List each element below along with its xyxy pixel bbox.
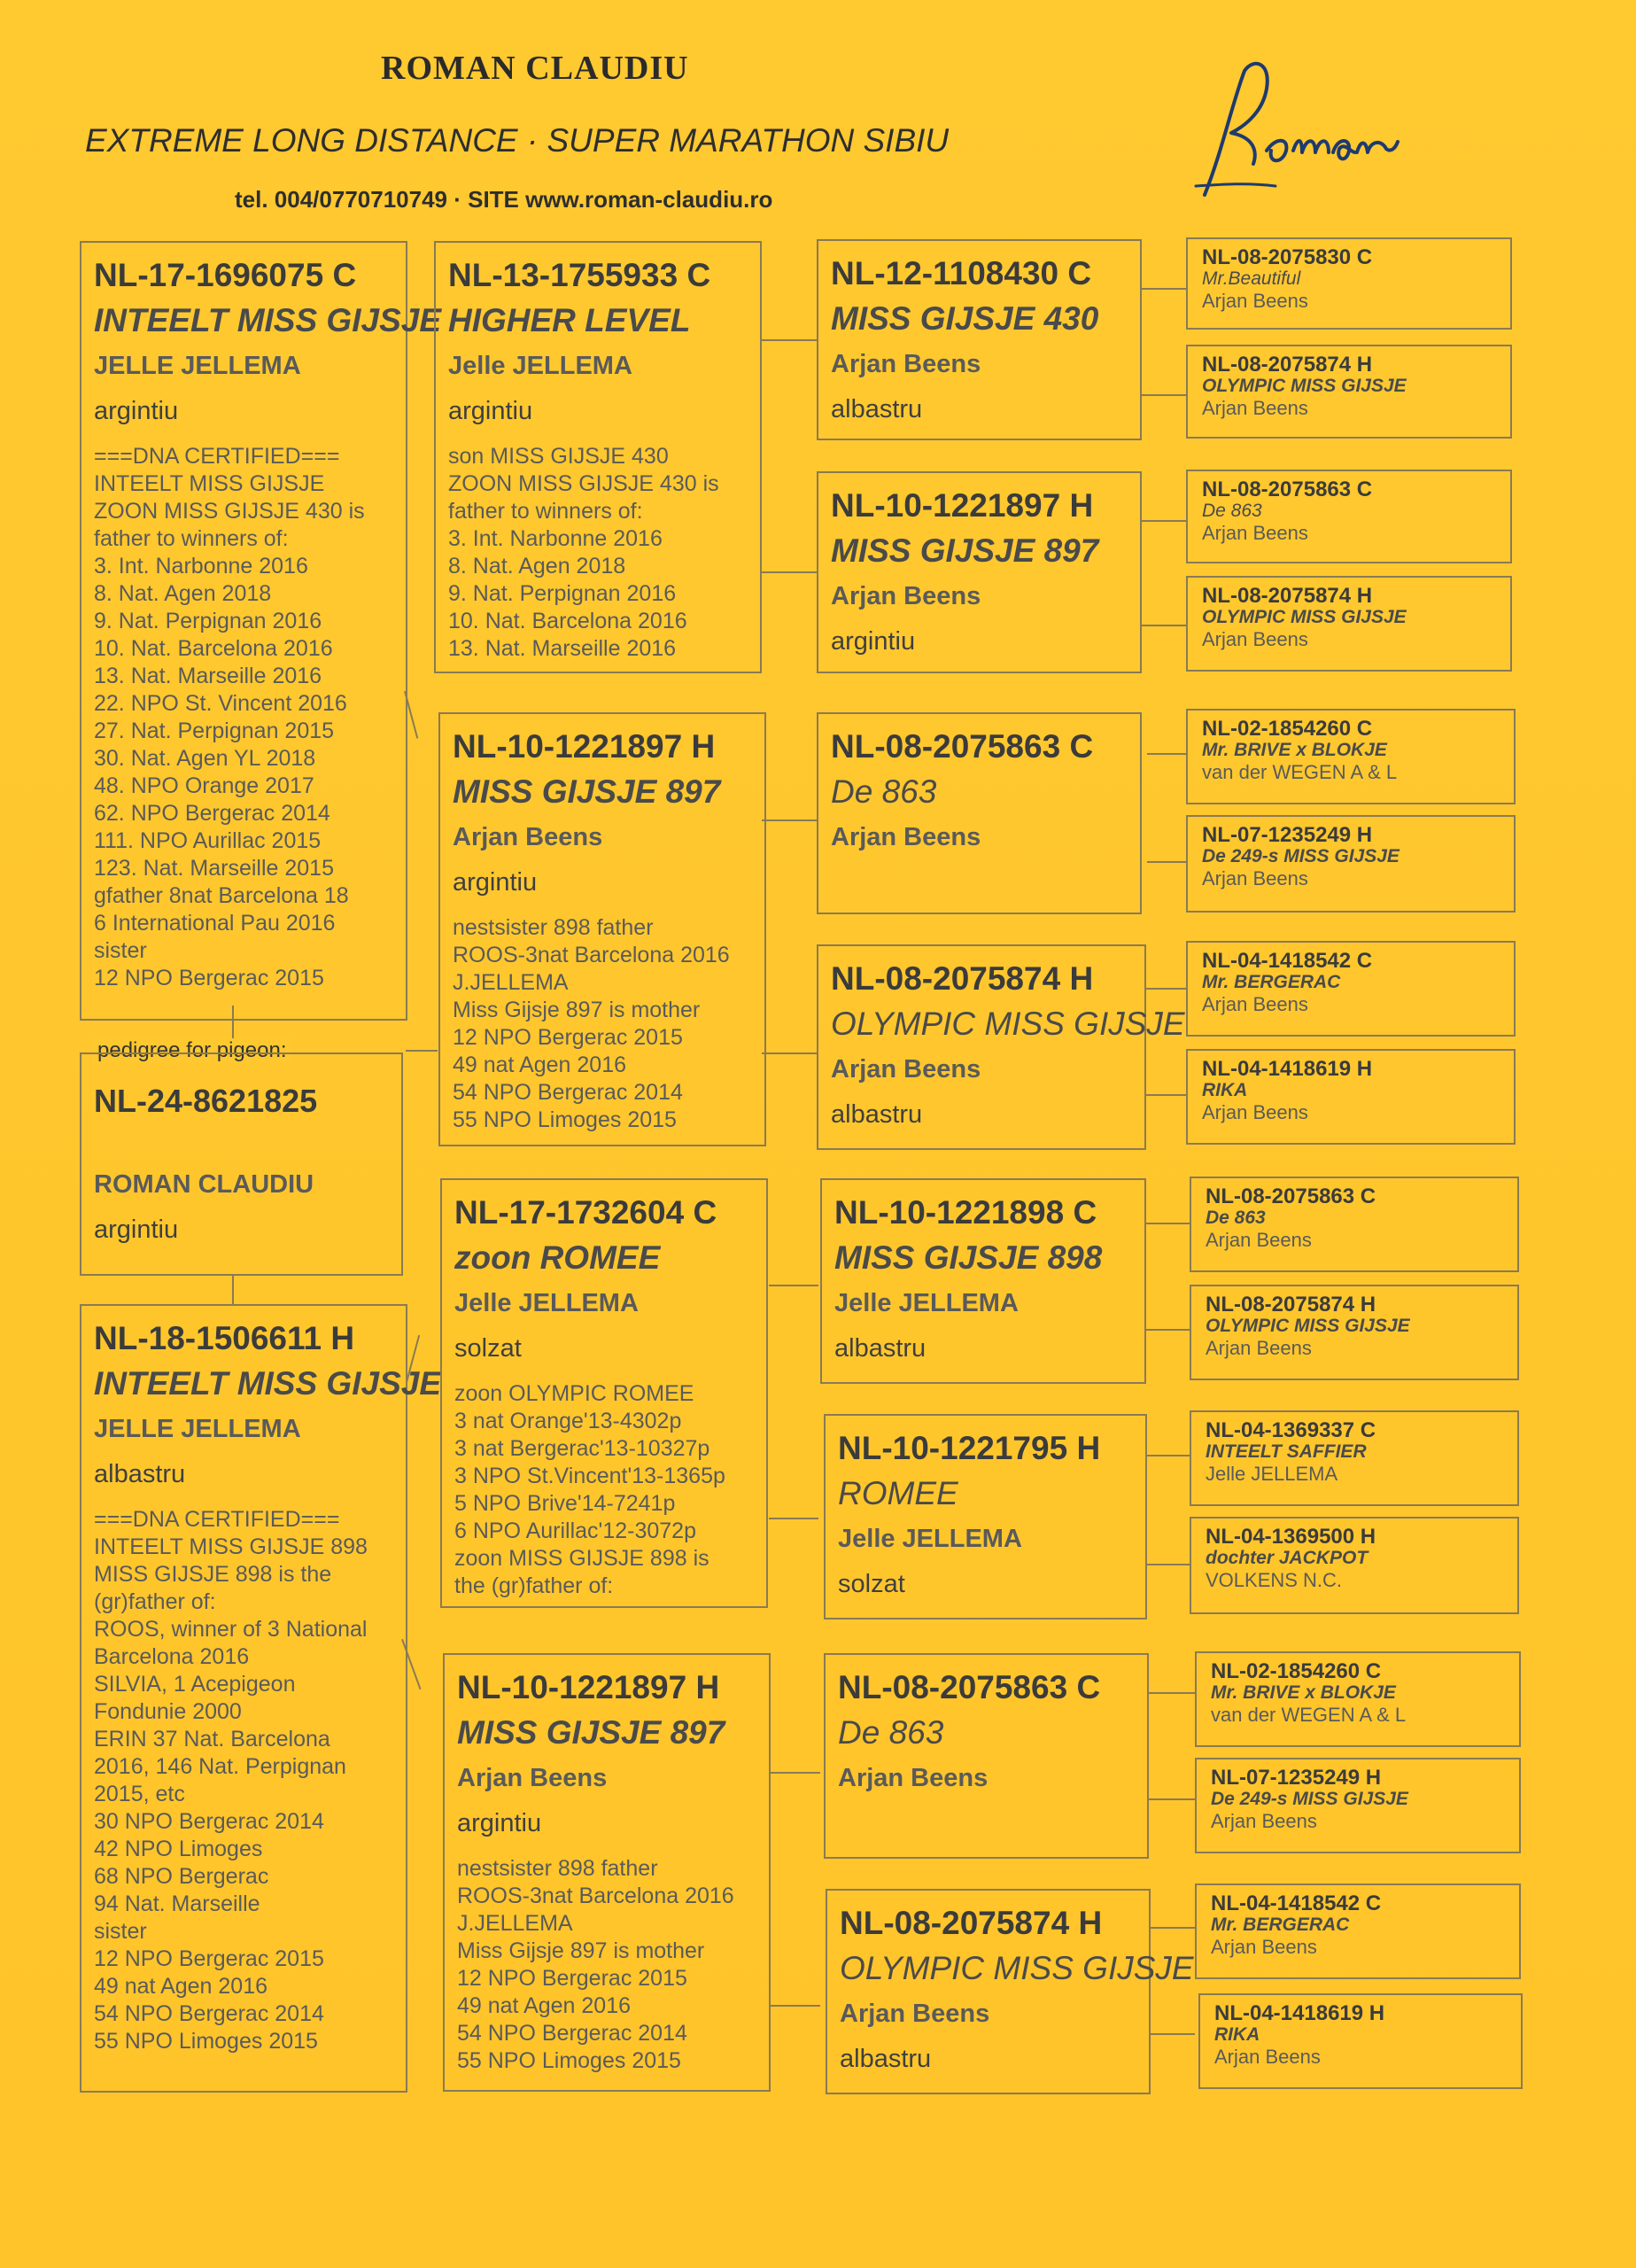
gen4-ring: NL-08-2075830 C (1202, 245, 1373, 269)
sire-sire-note: 9. Nat. Perpignan 2016 (448, 581, 677, 606)
gen4-ring: NL-08-2075874 H (1202, 584, 1373, 608)
gen4-breeder: Arjan Beens (1202, 522, 1308, 544)
dam-note: 2015, etc (94, 1782, 185, 1806)
dam-sire-note: 5 NPO Brive'14-7241p (454, 1491, 676, 1516)
gen3-breeder: Arjan Beens (838, 1764, 989, 1792)
gen3-name: De 863 (831, 773, 937, 810)
dam-note: MISS GIJSJE 898 is the (94, 1562, 332, 1587)
dam-dam-note: 55 NPO Limoges 2015 (457, 2048, 681, 2073)
gen4-card (1190, 1410, 1519, 1506)
gen3-card (817, 944, 1185, 1150)
dam-breeder: JELLE JELLEMA (94, 1415, 301, 1443)
gen3-ring: NL-10-1221795 H (838, 1430, 1101, 1466)
gen4-card (1186, 815, 1516, 913)
gen3-name: MISS GIJSJE 898 (834, 1239, 1103, 1276)
connector (762, 819, 818, 821)
connector (769, 1285, 818, 1286)
gen4-name: RIKA (1202, 1080, 1248, 1100)
sire-note: 27. Nat. Perpignan 2015 (94, 718, 335, 743)
sire-note: 10. Nat. Barcelona 2016 (94, 636, 333, 661)
dam-card (80, 1304, 442, 2093)
dam-note: 2016, 146 Nat. Perpignan (94, 1754, 346, 1779)
gen4-name: Mr. BRIVE x BLOKJE (1202, 740, 1387, 760)
owner-contact: tel. 004/0770710749 · SITE www.roman-claudiu.ro (235, 186, 773, 213)
gen4-breeder: VOLKENS N.C. (1206, 1569, 1343, 1591)
sire-note: 22. NPO St. Vincent 2016 (94, 691, 347, 716)
dam-dam-note: 54 NPO Bergerac 2014 (457, 2021, 687, 2046)
sire-dam-card (438, 712, 766, 1146)
gen4-name: INTEELT SAFFIER (1206, 1441, 1367, 1462)
sire-note: 12 NPO Bergerac 2015 (94, 966, 324, 990)
gen3-color: solzat (838, 1570, 905, 1598)
dam-note: ERIN 37 Nat. Barcelona (94, 1727, 330, 1751)
gen4-breeder: Arjan Beens (1206, 1337, 1312, 1359)
gen4-breeder: Arjan Beens (1202, 397, 1308, 419)
gen4-name: OLYMPIC MISS GIJSJE (1202, 607, 1407, 627)
connector (1149, 2033, 1195, 2035)
dam-sire-note: zoon OLYMPIC ROMEE (454, 1381, 694, 1406)
gen3-breeder: Jelle JELLEMA (834, 1289, 1019, 1317)
connector (406, 1050, 438, 1052)
dam-sire-ring: NL-17-1732604 C (454, 1194, 717, 1231)
gen3-color: albastru (831, 1100, 923, 1129)
dam-note: sister (94, 1919, 147, 1944)
sire-note: 8. Nat. Agen 2018 (94, 581, 272, 606)
gen4-breeder: Arjan Beens (1211, 1936, 1317, 1958)
connector (1140, 394, 1186, 396)
sire-name: INTEELT MISS GIJSJE (94, 302, 442, 338)
gen4-name: De 249-s MISS GIJSJE (1211, 1789, 1408, 1809)
sire-note: father to winners of: (94, 526, 289, 551)
gen3-breeder: Arjan Beens (831, 582, 981, 610)
gen3-card (826, 1889, 1194, 2094)
dam-note: 49 nat Agen 2016 (94, 1974, 268, 1999)
dam-note: Barcelona 2016 (94, 1644, 250, 1669)
gen3-ring: NL-08-2075863 C (831, 728, 1094, 765)
dam-sire-note: zoon MISS GIJSJE 898 is (454, 1546, 709, 1571)
gen3-card (820, 1178, 1146, 1384)
subject-card (80, 1052, 403, 1276)
connector (1140, 288, 1186, 290)
gen4-breeder: Arjan Beens (1211, 1810, 1317, 1832)
gen4-breeder: Arjan Beens (1202, 628, 1308, 650)
sire-note: 62. NPO Bergerac 2014 (94, 801, 330, 826)
subject-breeder: ROMAN CLAUDIU (94, 1170, 314, 1199)
sire-dam-note: ROOS-3nat Barcelona 2016 (453, 943, 730, 967)
gen3-card (824, 1414, 1147, 1619)
connector (1140, 520, 1186, 522)
sire-sire-note: ZOON MISS GIJSJE 430 is (448, 471, 719, 496)
sire-note: 123. Nat. Marseille 2015 (94, 856, 334, 881)
connector (771, 2005, 820, 2007)
gen4-breeder: van der WEGEN A & L (1211, 1704, 1407, 1726)
gen3-breeder: Jelle JELLEMA (838, 1525, 1022, 1553)
sire-notes (94, 443, 406, 992)
dam-note: ===DNA CERTIFIED=== (94, 1507, 340, 1532)
gen3-card (817, 471, 1142, 673)
sire-note: 3. Int. Narbonne 2016 (94, 554, 308, 579)
dam-sire-note: 6 NPO Aurillac'12-3072p (454, 1518, 696, 1543)
connector (771, 1772, 820, 1774)
gen4-breeder: Arjan Beens (1202, 1101, 1308, 1123)
connector (762, 339, 818, 341)
sire-sire-card (434, 241, 762, 673)
sire-note: 30. Nat. Agen YL 2018 (94, 746, 316, 771)
dam-note: Fondunie 2000 (94, 1699, 242, 1724)
gen4-name: dochter JACKPOT (1206, 1548, 1369, 1568)
gen4-name: Mr. BRIVE x BLOKJE (1211, 1682, 1396, 1703)
gen4-card (1190, 1285, 1519, 1380)
gen4-ring: NL-08-2075863 C (1202, 478, 1373, 501)
gen3-breeder: Arjan Beens (831, 350, 981, 378)
dam-note: INTEELT MISS GIJSJE 898 (94, 1534, 368, 1559)
dam-dam-note: Miss Gijsje 897 is mother (457, 1938, 705, 1963)
subject-color: argintiu (94, 1216, 179, 1244)
gen4-breeder: van der WEGEN A & L (1202, 761, 1398, 783)
dam-name: INTEELT MISS GIJSJE (94, 1365, 442, 1402)
sire-note: gfather 8nat Barcelona 18 (94, 883, 349, 908)
gen4-card (1195, 1884, 1521, 1979)
sire-sire-note: father to winners of: (448, 499, 643, 524)
sire-dam-color: argintiu (453, 868, 538, 897)
sire-sire-ring: NL-13-1755933 C (448, 257, 711, 293)
dam-sire-note: 3 nat Bergerac'13-10327p (454, 1436, 710, 1461)
sire-note: 48. NPO Orange 2017 (94, 773, 314, 798)
gen3-ring: NL-10-1221897 H (831, 487, 1094, 524)
sire-ring: NL-17-1696075 C (94, 257, 357, 293)
dam-note: 55 NPO Limoges 2015 (94, 2029, 318, 2054)
dam-dam-color: argintiu (457, 1809, 542, 1837)
gen4-ring: NL-04-1418542 C (1202, 949, 1373, 973)
gen3-card (824, 1653, 1149, 1859)
gen4-ring: NL-04-1418542 C (1211, 1891, 1382, 1915)
gen4-card (1195, 1758, 1521, 1853)
gen4-ring: NL-02-1854260 C (1202, 717, 1373, 741)
sire-sire-breeder: Jelle JELLEMA (448, 352, 632, 380)
dam-dam-notes (457, 1855, 769, 2075)
gen4-ring: NL-08-2075863 C (1206, 1184, 1376, 1208)
gen3-breeder: Arjan Beens (831, 1055, 981, 1084)
gen4-ring: NL-02-1854260 C (1211, 1659, 1382, 1683)
gen4-card (1190, 1517, 1519, 1614)
sire-note: ZOON MISS GIJSJE 430 is (94, 499, 365, 524)
gen4-ring: NL-08-2075874 H (1206, 1293, 1376, 1317)
dam-sire-note: the (gr)father of: (454, 1573, 614, 1598)
sire-dam-note: nestsister 898 father (453, 915, 654, 940)
gen3-ring: NL-08-2075874 H (831, 960, 1094, 997)
gen3-ring: NL-12-1108430 C (831, 255, 1092, 291)
sire-sire-note: son MISS GIJSJE 430 (448, 444, 669, 469)
gen3-color: albastru (834, 1334, 927, 1363)
dam-sire-notes (454, 1380, 766, 1600)
sire-color: argintiu (94, 397, 179, 425)
sire-dam-ring: NL-10-1221897 H (453, 728, 716, 765)
gen4-breeder: Arjan Beens (1206, 1229, 1312, 1251)
gen4-card (1190, 1177, 1519, 1272)
sire-dam-note: J.JELLEMA (453, 970, 569, 995)
dam-notes (94, 1506, 406, 2055)
sire-breeder: JELLE JELLEMA (94, 352, 301, 380)
dam-note: SILVIA, 1 Acepigeon (94, 1672, 296, 1697)
gen4-ring: NL-07-1235249 H (1202, 823, 1373, 847)
connector (1149, 1798, 1195, 1800)
gen3-name: ROMEE (838, 1475, 958, 1511)
sire-sire-color: argintiu (448, 397, 533, 425)
gen4-name: De 863 (1206, 1208, 1266, 1228)
connector (1140, 625, 1186, 626)
gen4-card (1186, 345, 1512, 439)
connector (1145, 1223, 1190, 1224)
dam-note: 68 NPO Bergerac (94, 1864, 269, 1889)
sire-sire-notes (448, 443, 760, 663)
gen3-card (817, 712, 1142, 914)
sire-dam-note: Miss Gijsje 897 is mother (453, 998, 701, 1022)
gen3-ring: NL-08-2075863 C (838, 1669, 1101, 1705)
gen4-breeder: Arjan Beens (1202, 993, 1308, 1015)
gen3-breeder: Arjan Beens (831, 823, 981, 851)
dam-dam-note: ROOS-3nat Barcelona 2016 (457, 1884, 734, 1908)
dam-note: 12 NPO Bergerac 2015 (94, 1946, 324, 1971)
dam-sire-note: 3 NPO St.Vincent'13-1365p (454, 1464, 725, 1488)
gen3-name: De 863 (838, 1714, 944, 1751)
dam-note: 94 Nat. Marseille (94, 1891, 260, 1916)
dam-ring: NL-18-1506611 H (94, 1320, 355, 1356)
gen4-card (1186, 470, 1512, 563)
connector (1145, 1564, 1190, 1565)
dam-dam-note: J.JELLEMA (457, 1911, 573, 1936)
dam-dam-ring: NL-10-1221897 H (457, 1669, 720, 1705)
connector (762, 1052, 818, 1054)
gen4-name: OLYMPIC MISS GIJSJE (1206, 1316, 1410, 1336)
gen4-name: De 863 (1202, 501, 1262, 521)
gen4-card (1195, 1651, 1521, 1747)
gen4-breeder: Arjan Beens (1202, 867, 1308, 889)
pedigree-label: pedigree for pigeon: (92, 1038, 292, 1063)
connector (769, 1518, 818, 1519)
gen3-name: MISS GIJSJE 897 (831, 532, 1099, 569)
gen4-name: Mr. BERGERAC (1202, 972, 1341, 992)
sire-sire-name: HIGHER LEVEL (448, 302, 691, 338)
sire-dam-note: 55 NPO Limoges 2015 (453, 1107, 677, 1132)
gen4-ring: NL-04-1418619 H (1202, 1057, 1373, 1081)
dam-note: ROOS, winner of 3 National (94, 1617, 368, 1642)
sire-dam-note: 54 NPO Bergerac 2014 (453, 1080, 683, 1105)
dam-dam-note: 49 nat Agen 2016 (457, 1993, 632, 2018)
gen4-breeder: Arjan Beens (1214, 2046, 1321, 2068)
sire-dam-name: MISS GIJSJE 897 (453, 773, 721, 810)
owner-name: ROMAN CLAUDIU (381, 50, 689, 87)
dam-note: 54 NPO Bergerac 2014 (94, 2001, 324, 2026)
connector (1145, 1455, 1190, 1456)
gen4-ring: NL-04-1369500 H (1206, 1525, 1376, 1549)
sire-sire-note: 10. Nat. Barcelona 2016 (448, 609, 687, 633)
dam-sire-card (440, 1178, 768, 1608)
connector (1145, 988, 1186, 990)
gen4-name: Mr. BERGERAC (1211, 1915, 1350, 1935)
gen4-card (1198, 1993, 1523, 2089)
gen4-ring: NL-08-2075874 H (1202, 353, 1373, 377)
gen4-name: Mr.Beautiful (1202, 268, 1301, 289)
connector (1149, 1692, 1195, 1694)
sire-note: sister (94, 938, 147, 963)
sire-card (80, 241, 442, 1021)
gen3-color: albastru (840, 2045, 932, 2073)
dam-sire-color: solzat (454, 1334, 522, 1363)
gen4-card (1186, 941, 1516, 1037)
sire-sire-note: 13. Nat. Marseille 2016 (448, 636, 677, 661)
sire-note: INTEELT MISS GIJSJE (94, 471, 325, 496)
gen3-card (817, 239, 1142, 440)
gen3-breeder: Arjan Beens (840, 2000, 990, 2028)
gen3-name: MISS GIJSJE 430 (831, 300, 1099, 337)
dam-sire-name: zoon ROMEE (454, 1239, 661, 1276)
gen4-ring: NL-04-1369337 C (1206, 1418, 1376, 1442)
connector (1147, 861, 1186, 863)
connector (1145, 1094, 1186, 1096)
dam-note: 30 NPO Bergerac 2014 (94, 1809, 324, 1834)
sire-dam-note: 12 NPO Bergerac 2015 (453, 1025, 683, 1050)
gen3-name: OLYMPIC MISS GIJSJE (840, 1950, 1194, 1986)
gen4-ring: NL-07-1235249 H (1211, 1766, 1382, 1790)
signature (1169, 53, 1400, 213)
dam-dam-name: MISS GIJSJE 897 (457, 1714, 725, 1751)
connector (1147, 753, 1186, 755)
sire-note: 6 International Pau 2016 (94, 911, 336, 936)
gen4-breeder: Jelle JELLEMA (1206, 1463, 1338, 1485)
gen4-name: De 249-s MISS GIJSJE (1202, 846, 1400, 866)
dam-note: 42 NPO Limoges (94, 1837, 263, 1861)
gen4-name: RIKA (1214, 2024, 1260, 2045)
sire-note: 9. Nat. Perpignan 2016 (94, 609, 322, 633)
dam-dam-breeder: Arjan Beens (457, 1764, 608, 1792)
connector (762, 571, 818, 573)
sire-note: 13. Nat. Marseille 2016 (94, 664, 322, 688)
sire-dam-note: 49 nat Agen 2016 (453, 1052, 627, 1077)
gen4-name: OLYMPIC MISS GIJSJE (1202, 376, 1407, 396)
dam-dam-card (443, 1653, 771, 2092)
dam-dam-note: nestsister 898 father (457, 1856, 658, 1881)
gen4-card (1186, 576, 1512, 672)
subject-ring: NL-24-8621825 (94, 1083, 318, 1119)
sire-note: 111. NPO Aurillac 2015 (94, 828, 322, 853)
sire-dam-breeder: Arjan Beens (453, 823, 603, 851)
sire-dam-notes (453, 914, 764, 1134)
sire-sire-note: 3. Int. Narbonne 2016 (448, 526, 663, 551)
sire-note: ===DNA CERTIFIED=== (94, 444, 340, 469)
gen3-color: argintiu (831, 627, 916, 656)
dam-note: (gr)father of: (94, 1589, 216, 1614)
connector (1145, 1329, 1190, 1331)
gen3-ring: NL-08-2075874 H (840, 1905, 1103, 1941)
connector (1149, 1927, 1195, 1929)
gen4-card (1186, 1049, 1516, 1145)
gen4-card (1186, 709, 1516, 804)
gen3-name: OLYMPIC MISS GIJSJE (831, 1006, 1185, 1042)
sire-sire-note: 8. Nat. Agen 2018 (448, 554, 626, 579)
gen4-breeder: Arjan Beens (1202, 290, 1308, 312)
gen3-ring: NL-10-1221898 C (834, 1194, 1097, 1231)
dam-sire-breeder: Jelle JELLEMA (454, 1289, 639, 1317)
dam-color: albastru (94, 1460, 186, 1488)
gen4-card (1186, 237, 1512, 330)
owner-subtitle: EXTREME LONG DISTANCE · SUPER MARATHON SIBIU (85, 122, 950, 159)
connector (232, 1276, 234, 1304)
gen3-color: albastru (831, 395, 923, 423)
dam-dam-note: 12 NPO Bergerac 2015 (457, 1966, 687, 1991)
gen4-ring: NL-04-1418619 H (1214, 2001, 1385, 2025)
dam-sire-note: 3 nat Orange'13-4302p (454, 1409, 682, 1433)
